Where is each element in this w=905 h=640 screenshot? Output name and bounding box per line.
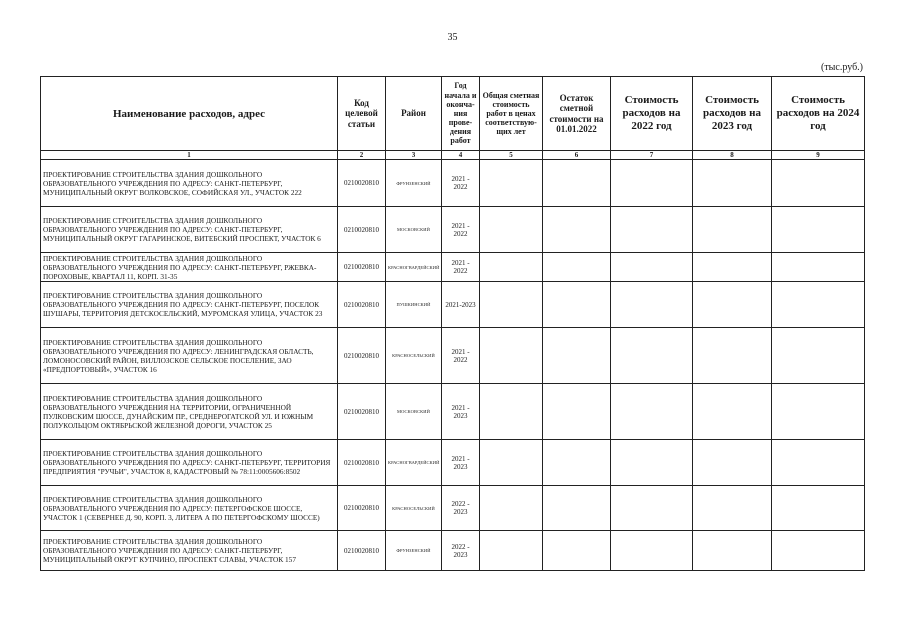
row-remainder xyxy=(543,486,611,531)
column-number: 2 xyxy=(338,151,386,160)
row-years: 2021 - 2023 xyxy=(442,384,480,440)
table-row xyxy=(41,531,865,571)
row-cost-2024 xyxy=(772,531,865,571)
column-number-row xyxy=(41,151,865,160)
header-name: Наименование расходов, адрес xyxy=(41,77,338,151)
row-name: ПРОЕКТИРОВАНИЕ СТРОИТЕЛЬСТВА ЗДАНИЯ ДОШКОЛЬНОГО ОБРАЗОВАТЕЛЬНОГО УЧРЕЖДЕНИЯ ПО АДРЕСУ: САНКТ-ПЕТЕРБУРГ, МУНИЦИПАЛЬНЫЙ ОКРУГ КУПЧИНО, ПРОСПЕКТ СЛАВЫ, УЧАСТОК 157 xyxy=(41,531,338,571)
table-row xyxy=(41,328,865,384)
row-estimate xyxy=(480,384,543,440)
column-number: 8 xyxy=(693,151,772,160)
row-cost-2022 xyxy=(611,328,693,384)
row-remainder xyxy=(543,207,611,253)
row-cost-2022 xyxy=(611,384,693,440)
row-cost-2023 xyxy=(693,328,772,384)
row-cost-2024 xyxy=(772,207,865,253)
header-row xyxy=(41,77,865,151)
row-district: КРАСНОГВАРДЕЙСКИЙ xyxy=(386,253,442,282)
row-district: ФРУНЗЕНСКИЙ xyxy=(386,160,442,207)
row-years: 2021-2023 xyxy=(442,282,480,328)
column-number: 3 xyxy=(386,151,442,160)
row-cost-2024 xyxy=(772,440,865,486)
row-code: 0210020810 xyxy=(338,160,386,207)
column-number: 6 xyxy=(543,151,611,160)
row-remainder xyxy=(543,440,611,486)
row-cost-2024 xyxy=(772,282,865,328)
row-years: 2021 - 2022 xyxy=(442,160,480,207)
header-cost-2024: Стоимость расходов на 2024 год xyxy=(772,77,865,151)
row-cost-2023 xyxy=(693,207,772,253)
row-district: ФРУНЗЕНСКИЙ xyxy=(386,531,442,571)
row-cost-2022 xyxy=(611,486,693,531)
row-remainder xyxy=(543,160,611,207)
header-estimate: Общая сметная стоимость работ в ценах соответствую-щих лет xyxy=(480,77,543,151)
table-row xyxy=(41,160,865,207)
row-years: 2022 - 2023 xyxy=(442,531,480,571)
row-estimate xyxy=(480,486,543,531)
row-cost-2024 xyxy=(772,253,865,282)
row-district: КРАСНОСЕЛЬСКИЙ xyxy=(386,486,442,531)
row-cost-2024 xyxy=(772,160,865,207)
row-code: 0210020810 xyxy=(338,253,386,282)
row-cost-2023 xyxy=(693,282,772,328)
row-estimate xyxy=(480,531,543,571)
row-remainder xyxy=(543,384,611,440)
row-code: 0210020810 xyxy=(338,207,386,253)
row-cost-2024 xyxy=(772,486,865,531)
row-cost-2022 xyxy=(611,282,693,328)
column-number: 5 xyxy=(480,151,543,160)
row-cost-2023 xyxy=(693,253,772,282)
row-estimate xyxy=(480,253,543,282)
header-code: Код целевой статьи xyxy=(338,77,386,151)
table-row xyxy=(41,253,865,282)
row-estimate xyxy=(480,160,543,207)
row-cost-2022 xyxy=(611,253,693,282)
column-number: 9 xyxy=(772,151,865,160)
row-estimate xyxy=(480,207,543,253)
row-name: ПРОЕКТИРОВАНИЕ СТРОИТЕЛЬСТВА ЗДАНИЯ ДОШКОЛЬНОГО ОБРАЗОВАТЕЛЬНОГО УЧРЕЖДЕНИЯ ПО АДРЕСУ: САНКТ-ПЕТЕРБУРГ, ПОСЕЛОК ШУШАРЫ, ТЕРРИТОРИЯ ДЕТСКОСЕЛЬСКИЙ, МУРОМСКАЯ УЛИЦА, УЧАСТОК 23 xyxy=(41,282,338,328)
row-district: ПУШКИНСКИЙ xyxy=(386,282,442,328)
row-cost-2024 xyxy=(772,384,865,440)
row-cost-2024 xyxy=(772,328,865,384)
row-code: 0210020810 xyxy=(338,531,386,571)
column-number: 7 xyxy=(611,151,693,160)
units-label: (тыс.руб.) xyxy=(820,62,863,73)
row-name: ПРОЕКТИРОВАНИЕ СТРОИТЕЛЬСТВА ЗДАНИЯ ДОШКОЛЬНОГО ОБРАЗОВАТЕЛЬНОГО УЧРЕЖДЕНИЯ НА ТЕРРИТОРИИ, ОГРАНИЧЕННОЙ ПУЛКОВСКИМ ШОССЕ, ДУНАЙСКИМ ПР., СРЕДНЕРОГАТСКОЙ УЛ. И ЮЖНЫМ ПОЛУКОЛЬЦОМ ОКТЯБРЬСКОЙ ЖЕЛЕЗНОЙ ДОРОГИ, УЧАСТОК 25 xyxy=(41,384,338,440)
row-remainder xyxy=(543,328,611,384)
row-code: 0210020810 xyxy=(338,328,386,384)
row-name: ПРОЕКТИРОВАНИЕ СТРОИТЕЛЬСТВА ЗДАНИЯ ДОШКОЛЬНОГО ОБРАЗОВАТЕЛЬНОГО УЧРЕЖДЕНИЯ ПО АДРЕСУ: САНКТ-ПЕТЕРБУРГ, МУНИЦИПАЛЬНЫЙ ОКРУГ ГАГАРИНСКОЕ, ВИТЕБСКИЙ ПРОСПЕКТ, УЧАСТОК 6 xyxy=(41,207,338,253)
table-row xyxy=(41,282,865,328)
row-cost-2022 xyxy=(611,531,693,571)
row-district: КРАСНОСЕЛЬСКИЙ xyxy=(386,328,442,384)
table-row xyxy=(41,440,865,486)
table-row xyxy=(41,384,865,440)
row-estimate xyxy=(480,440,543,486)
row-cost-2023 xyxy=(693,160,772,207)
row-years: 2021 - 2022 xyxy=(442,207,480,253)
header-district: Район xyxy=(386,77,442,151)
row-district: МОСКОВСКИЙ xyxy=(386,207,442,253)
row-estimate xyxy=(480,328,543,384)
row-cost-2022 xyxy=(611,440,693,486)
expenses-table xyxy=(40,76,865,571)
row-cost-2023 xyxy=(693,531,772,571)
header-remainder: Остаток сметной стоимости на 01.01.2022 xyxy=(543,77,611,151)
row-estimate xyxy=(480,282,543,328)
row-remainder xyxy=(543,253,611,282)
row-name: ПРОЕКТИРОВАНИЕ СТРОИТЕЛЬСТВА ЗДАНИЯ ДОШКОЛЬНОГО ОБРАЗОВАТЕЛЬНОГО УЧРЕЖДЕНИЯ ПО АДРЕСУ: САНКТ-ПЕТЕРБУРГ, ТЕРРИТОРИЯ ПРЕДПРИЯТИЯ "РУЧЬИ", УЧАСТОК 8, КАДАСТРОВЫЙ № 78:11:0005606:8502 xyxy=(41,440,338,486)
row-name: ПРОЕКТИРОВАНИЕ СТРОИТЕЛЬСТВА ЗДАНИЯ ДОШКОЛЬНОГО ОБРАЗОВАТЕЛЬНОГО УЧРЕЖДЕНИЯ ПО АДРЕСУ: САНКТ-ПЕТЕРБУРГ, РЖЕВКА-ПОРОХОВЫЕ, КВАРТАЛ 11, КОРП. 31-35 xyxy=(41,253,338,282)
row-name: ПРОЕКТИРОВАНИЕ СТРОИТЕЛЬСТВА ЗДАНИЯ ДОШКОЛЬНОГО ОБРАЗОВАТЕЛЬНОГО УЧРЕЖДЕНИЯ ПО АДРЕСУ: САНКТ-ПЕТЕРБУРГ, МУНИЦИПАЛЬНЫЙ ОКРУГ ВОЛКОВСКОЕ, СОФИЙСКАЯ УЛ., УЧАСТОК 222 xyxy=(41,160,338,207)
row-cost-2022 xyxy=(611,160,693,207)
column-number: 4 xyxy=(442,151,480,160)
row-cost-2023 xyxy=(693,384,772,440)
row-district: КРАСНОГВАРДЕЙСКИЙ xyxy=(386,440,442,486)
row-district: МОСКОВСКИЙ xyxy=(386,384,442,440)
row-remainder xyxy=(543,282,611,328)
row-years: 2022 - 2023 xyxy=(442,486,480,531)
row-code: 0210020810 xyxy=(338,282,386,328)
table-row xyxy=(41,486,865,531)
row-code: 0210020810 xyxy=(338,440,386,486)
row-cost-2022 xyxy=(611,207,693,253)
page-number: 35 xyxy=(447,32,458,43)
row-years: 2021 - 2023 xyxy=(442,440,480,486)
row-name: ПРОЕКТИРОВАНИЕ СТРОИТЕЛЬСТВА ЗДАНИЯ ДОШКОЛЬНОГО ОБРАЗОВАТЕЛЬНОГО УЧРЕЖДЕНИЯ ПО АДРЕСУ: ПЕТЕРГОФСКОЕ ШОССЕ, УЧАСТОК 1 (СЕВЕРНЕЕ Д. 90, КОРП. 3, ЛИТЕРА А ПО ПЕТЕРГОФСКОМУ ШОССЕ) xyxy=(41,486,338,531)
column-number: 1 xyxy=(41,151,338,160)
header-cost-2022: Стоимость расходов на 2022 год xyxy=(611,77,693,151)
header-cost-2023: Стоимость расходов на 2023 год xyxy=(693,77,772,151)
row-years: 2021 - 2022 xyxy=(442,253,480,282)
row-remainder xyxy=(543,531,611,571)
row-years: 2021 - 2022 xyxy=(442,328,480,384)
row-code: 0210020810 xyxy=(338,384,386,440)
row-cost-2023 xyxy=(693,440,772,486)
row-name: ПРОЕКТИРОВАНИЕ СТРОИТЕЛЬСТВА ЗДАНИЯ ДОШКОЛЬНОГО ОБРАЗОВАТЕЛЬНОГО УЧРЕЖДЕНИЯ ПО АДРЕСУ: ЛЕНИНГРАДСКАЯ ОБЛАСТЬ, ЛОМОНОСОВСКИЙ РАЙОН, ВИЛЛОЗСКОЕ СЕЛЬСКОЕ ПОСЕЛЕНИЕ, ЗАО «ПРЕДПОРТОВЫЙ», УЧАСТОК 16 xyxy=(41,328,338,384)
row-code: 0210020810 xyxy=(338,486,386,531)
header-years: Год начала и оконча-ния прове-дения работ xyxy=(442,77,480,151)
row-cost-2023 xyxy=(693,486,772,531)
table-row xyxy=(41,207,865,253)
